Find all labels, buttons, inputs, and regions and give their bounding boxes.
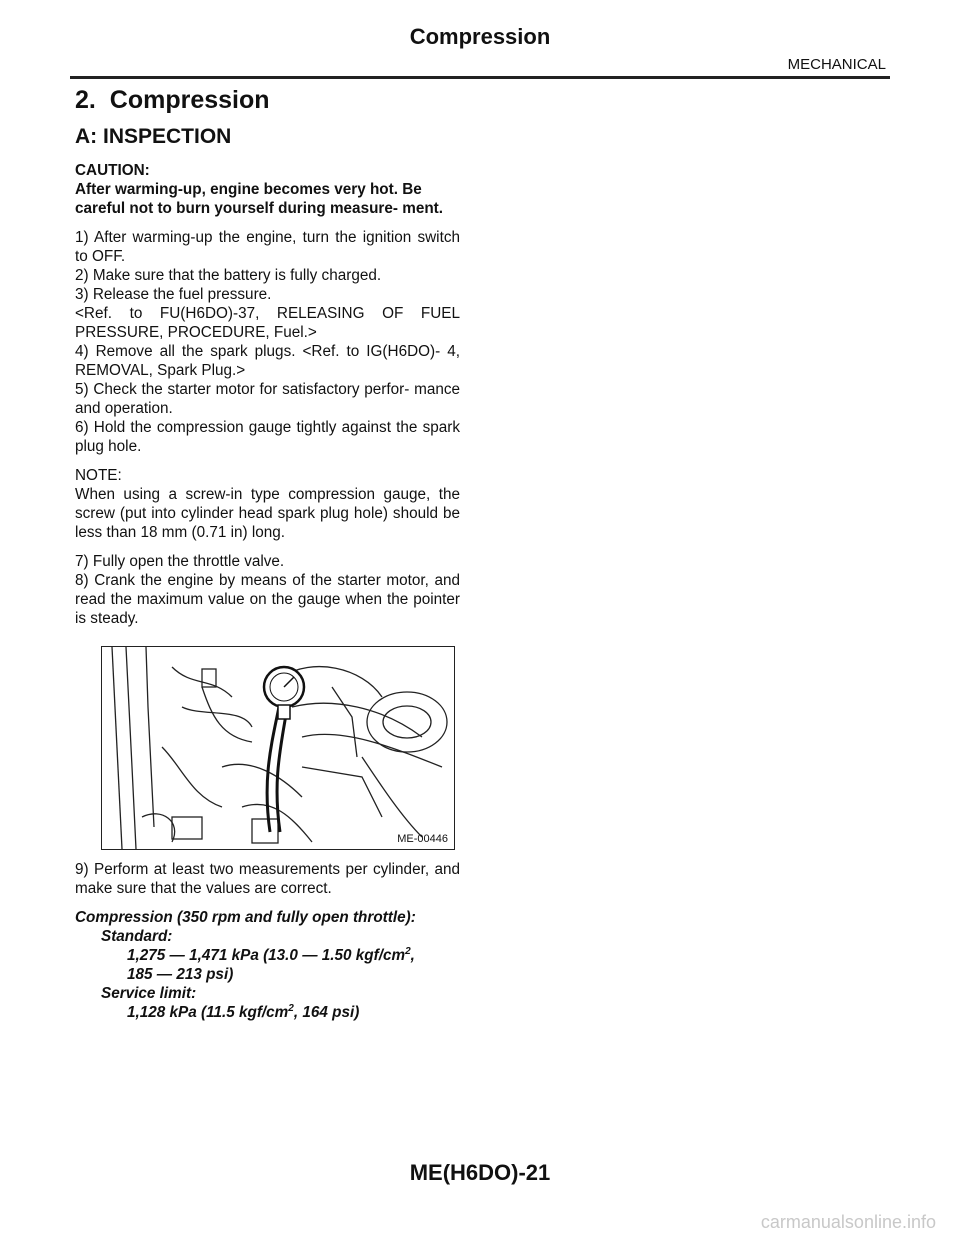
spec-standard-value — [75, 946, 460, 965]
watermark: carmanualsonline.info — [760, 1212, 936, 1232]
step-2: 2) Make sure that the battery is fully charged. — [75, 267, 382, 284]
step-4: 4) Remove all the spark plugs. <Ref. to IG(H6DO)- 4, REMOVAL, Spark Plug.> — [75, 343, 460, 379]
section-heading — [75, 86, 460, 115]
step-7: 7) Fully open the throttle valve. — [75, 553, 285, 570]
section-number: 2. — [75, 86, 96, 114]
spec-limit-label: Service limit: — [101, 985, 197, 1002]
step-3-reference: <Ref. to FU(H6DO)-37, RELEASING OF FUEL PRESSURE, PROCEDURE, Fuel.> — [75, 305, 460, 341]
caution-text: After warming-up, engine becomes very hot. Be careful not to burn yourself during measure- ment. — [75, 181, 444, 217]
note-text: When using a screw-in type compression gauge, the screw (put into cylinder head spark plug hole) should be less than 18 mm (0.71 in) long. — [75, 486, 460, 541]
spec-limit-post: , 164 psi) — [293, 1004, 360, 1021]
spec-limit-value — [75, 1003, 460, 1022]
caution-label: CAUTION: — [75, 162, 150, 179]
engine-line-drawing — [102, 647, 454, 849]
spec-standard-label: Standard: — [101, 928, 173, 945]
page-header-title: Compression — [409, 24, 551, 49]
step-3: 3) Release the fuel pressure. — [75, 286, 272, 303]
subheading: A: INSPECTION — [75, 125, 232, 148]
main-column — [75, 86, 460, 1022]
note-label: NOTE: — [75, 467, 122, 484]
step-5: 5) Check the starter motor for satisfactory perfor- mance and operation. — [75, 381, 460, 417]
page-footer-id: ME(H6DO)-21 — [409, 1160, 551, 1185]
spec-standard-psi: 185 — 213 psi) — [127, 966, 234, 983]
spec-standard-line1-end: , — [410, 947, 415, 964]
spec-title: Compression (350 rpm and fully open throttle): — [75, 909, 416, 926]
header-divider — [70, 76, 890, 79]
step-8: 8) Crank the engine by means of the starter motor, and read the maximum value on the gauge when the pointer is steady. — [75, 572, 460, 627]
section-title: Compression — [109, 86, 270, 114]
figure-code: ME-00446 — [397, 833, 448, 845]
spec-limit-sup: 2 — [288, 1002, 294, 1014]
section-label: MECHANICAL — [787, 56, 886, 73]
step-1: 1) After warming-up the engine, turn the ignition switch to OFF. — [75, 229, 460, 265]
step-6: 6) Hold the compression gauge tightly against the spark plug hole. — [75, 419, 460, 455]
compression-gauge-illustration — [101, 646, 455, 850]
spec-standard-line1: 1,275 — 1,471 kPa (13.0 — 1.50 kgf/cm — [127, 947, 406, 964]
spec-limit-pre: 1,128 kPa (11.5 kgf/cm — [127, 1004, 289, 1021]
step-9: 9) Perform at least two measurements per cylinder, and make sure that the values are correct. — [75, 861, 460, 897]
spec-standard-sup: 2 — [405, 945, 411, 957]
